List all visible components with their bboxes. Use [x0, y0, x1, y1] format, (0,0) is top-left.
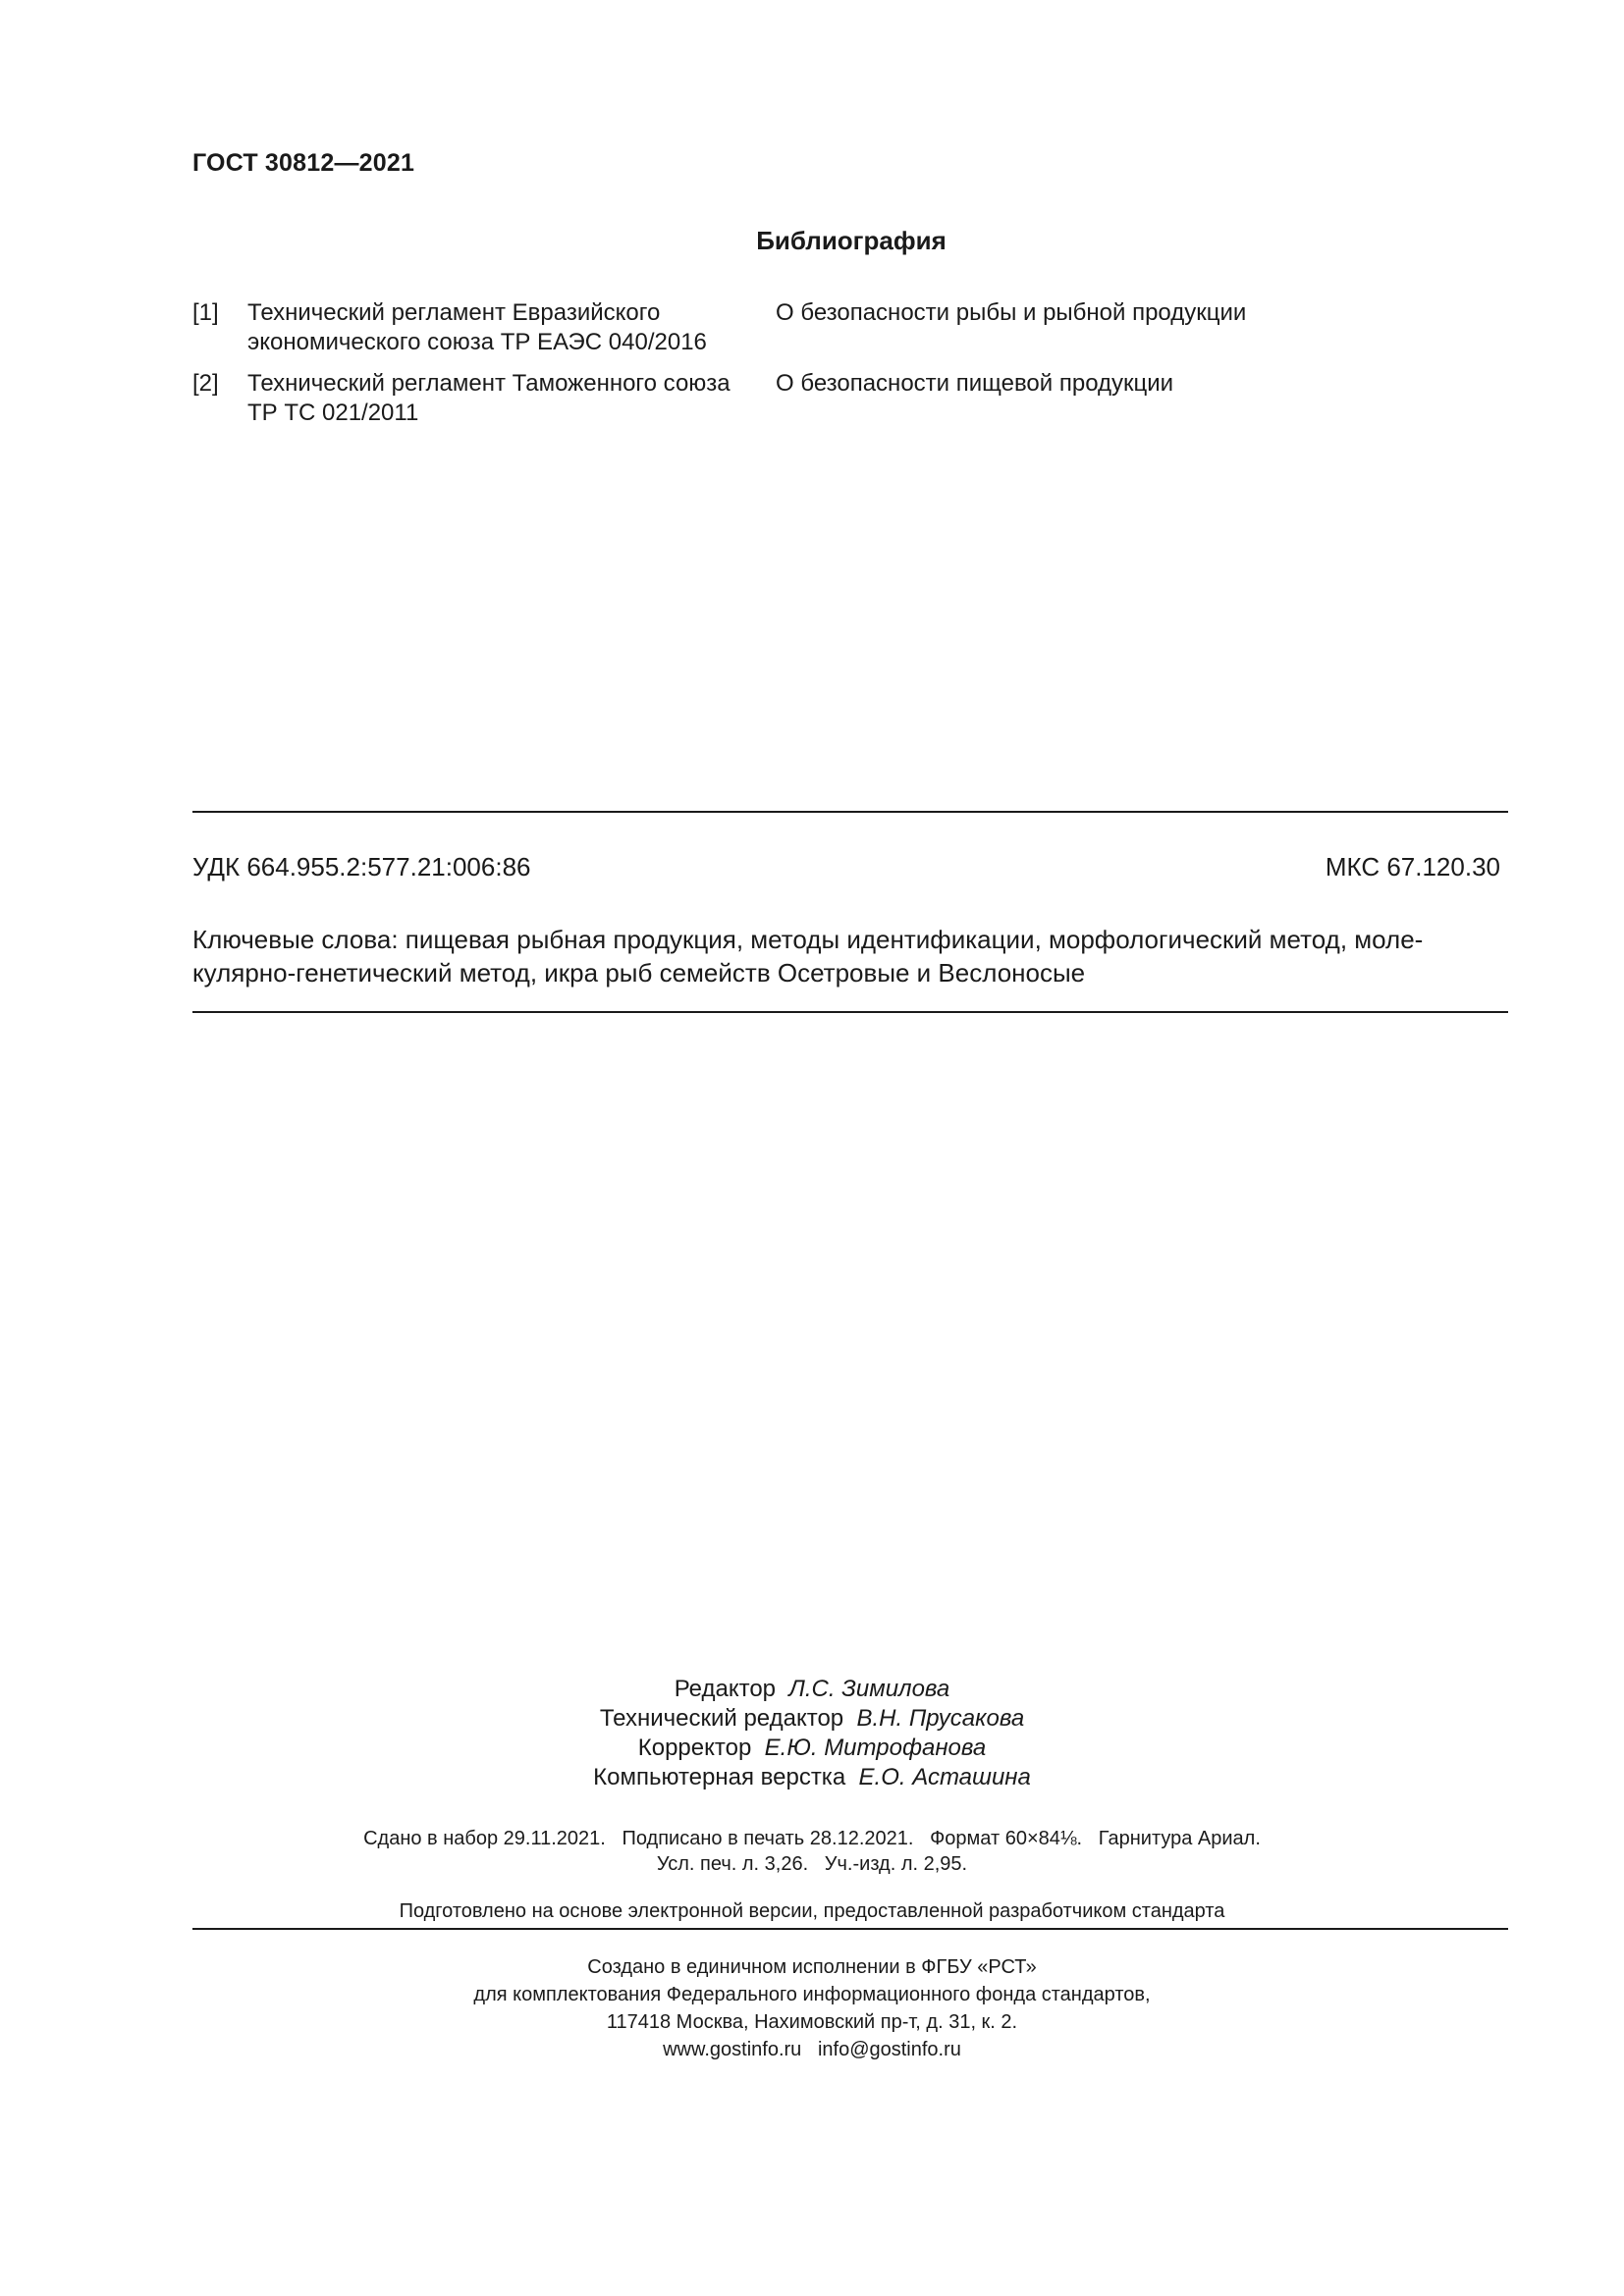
staff-role: Компьютерная верстка [593, 1764, 846, 1790]
print-info-line: Сдано в набор 29.11.2021. Подписано в печать 28.12.2021. Формат 60×84⅛. Гарнитура Ариал. [363, 1828, 1261, 1849]
keywords-line: кулярно-генетический метод, икра рыб семейств Осетровые и Веслоносые [192, 958, 1086, 988]
staff-role: Корректор [637, 1735, 752, 1761]
document-code: ГОСТ 30812—2021 [192, 149, 415, 177]
reference-document [247, 369, 768, 428]
reference-document-line: Технический регламент Евразийского [247, 299, 661, 326]
staff-role: Редактор [674, 1676, 777, 1702]
staff-person: Л.С. Зимилова [788, 1676, 950, 1702]
reference-number: [2] [192, 370, 219, 397]
bibliography-title: Библиография [756, 226, 947, 255]
divider-bottom [192, 1928, 1508, 1930]
divider-middle [192, 1011, 1508, 1013]
footer-links: www.gostinfo.ru info@gostinfo.ru [663, 2039, 961, 2060]
reference-document-line: ТР ТС 021/2011 [247, 400, 419, 426]
reference-subject: О безопасности рыбы и рыбной продукции [776, 299, 1247, 326]
staff-person: Е.О. Асташина [858, 1764, 1031, 1790]
staff-line-tech-editor [0, 1704, 1624, 1734]
footer-line: Создано в единичном исполнении в ФГБУ «РСТ» [587, 1956, 1037, 1978]
footer-line: для комплектования Федерального информационного фонда стандартов, [473, 1984, 1151, 2005]
staff-line-proofreader [0, 1734, 1624, 1763]
print-info [0, 1826, 1624, 1877]
staff-person: В.Н. Прусакова [856, 1705, 1025, 1732]
mks-code: МКС 67.120.30 [1325, 852, 1500, 881]
editorial-staff [0, 1675, 1624, 1792]
keywords-line: Ключевые слова: пищевая рыбная продукция, методы идентификации, морфологический метод, моле- [192, 925, 1424, 954]
staff-role: Технический редактор [599, 1705, 844, 1732]
reference-document-line: Технический регламент Таможенного союза [247, 370, 731, 397]
reference-document [247, 298, 768, 357]
staff-person: Е.Ю. Митрофанова [764, 1735, 987, 1761]
reference-number: [1] [192, 299, 219, 326]
divider-top [192, 811, 1508, 813]
footer-line: 117418 Москва, Нахимовский пр-т, д. 31, к. 2. [606, 2011, 1018, 2033]
udk-code: УДК 664.955.2:577.21:006:86 [192, 852, 531, 881]
prepared-note: Подготовлено на основе электронной версии, предоставленной разработчиком стандарта [399, 1900, 1225, 1922]
publisher-footer [0, 1953, 1624, 2063]
keywords [192, 923, 1508, 989]
reference-document-line: экономического союза ТР ЕАЭС 040/2016 [247, 329, 707, 355]
reference-subject: О безопасности пищевой продукции [776, 370, 1174, 397]
staff-line-layout [0, 1763, 1624, 1792]
print-info-line: Усл. печ. л. 3,26. Уч.-изд. л. 2,95. [656, 1853, 968, 1875]
staff-line-editor [0, 1675, 1624, 1704]
